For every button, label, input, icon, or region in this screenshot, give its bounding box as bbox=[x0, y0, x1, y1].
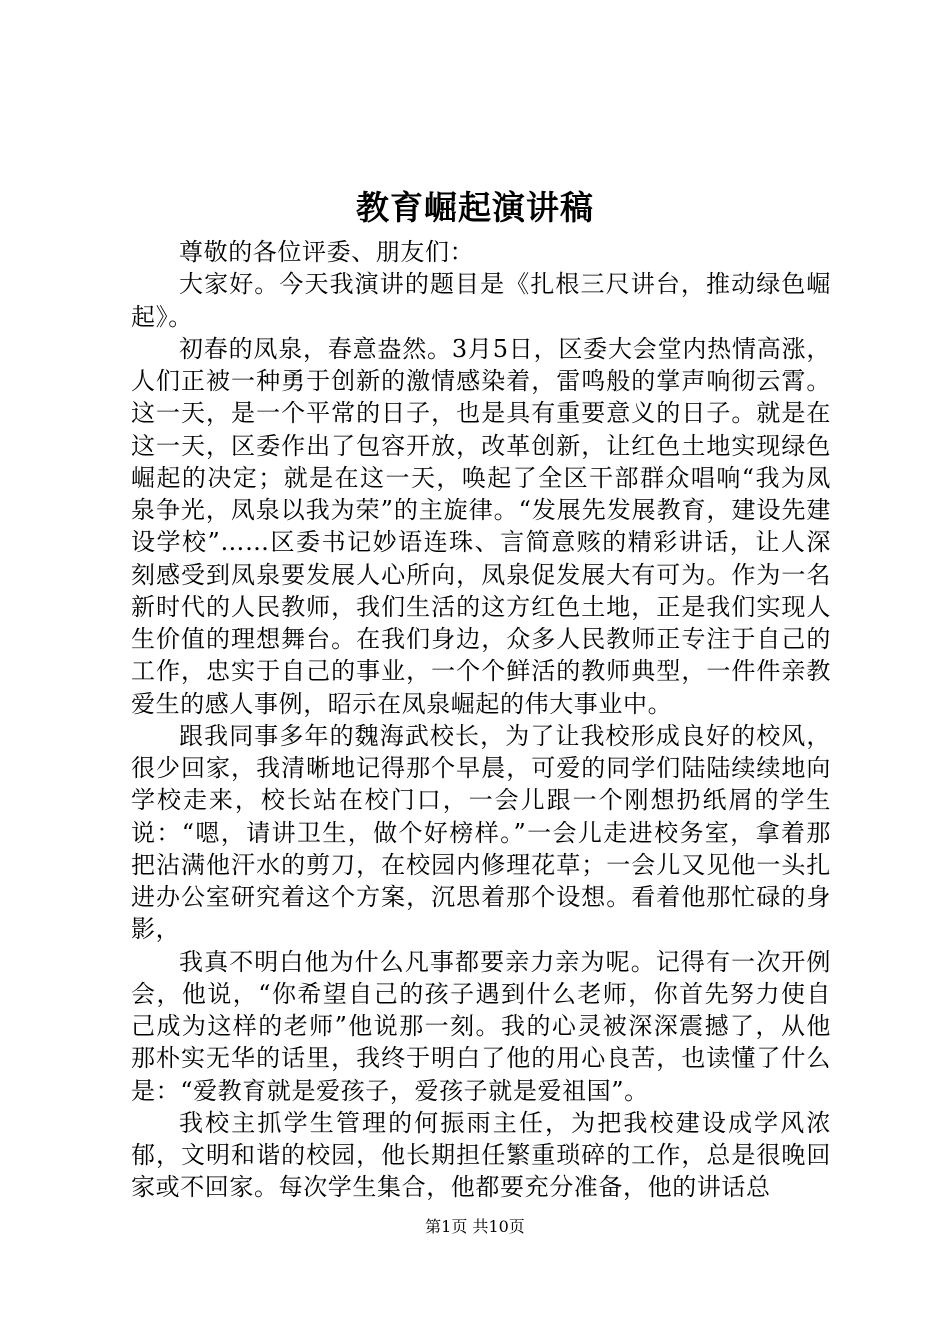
document-body bbox=[131, 236, 831, 1204]
paragraph-salutation: 尊敬的各位评委、朋友们： bbox=[179, 238, 475, 266]
paragraph-principal: 跟我同事多年的魏海武校长，为了让我校形成良好的校风，很少回家，我清晰地记得那个早晨，可爱的同学们陆陆续续地向学校走来，校长站在校门口，一会儿跟一个刚想扔纸屑的学生说：“嗯，请讲卫生，做个好榜样。”一会儿走进校务室，拿着那把沾满他汗水的剪刀，在校园内修理花草；一会儿又见他一头扎进办公室研究着这个方案，沉思着那个设想。看着他那忙碌的身影， bbox=[131, 721, 831, 944]
page-number-footer: 第1页 共10页 bbox=[425, 1217, 525, 1236]
paragraph-greeting: 大家好。今天我演讲的题目是《扎根三尺讲台，推动绿色崛起》。 bbox=[131, 270, 831, 331]
paragraph-spring: 初春的凤泉，春意盎然。3月5日，区委大会堂内热情高涨，人们正被一种勇于创新的激情感染着，雷鸣般的掌声响彻云霄。这一天，是一个平常的日子，也是具有重要意义的日子。就是在这一天，区委作出了包容开放，改革创新，让红色土地实现绿色崛起的决定；就是在这一天，唤起了全区干部群众唱响“我为凤泉争光，凤泉以我为荣”的主旋律。“发展先发展教育，建设先建设学校”……区委书记妙语连珠、言简意赅的精彩讲话，让人深刻感受到凤泉要发展人心所向，凤泉促发展大有可为。作为一名新时代的人民教师，我们生活的这方红色土地，正是我们实现人生价值的理想舞台。在我们身边，众多人民教师正专注于自己的工作，忠实于自己的事业，一个个鲜活的教师典型，一件件亲教爱生的感人事例，昭示在凤泉崛起的伟大事业中。 bbox=[131, 334, 831, 718]
paragraph-meeting: 我真不明白他为什么凡事都要亲力亲为呢。记得有一次开例会，他说，“你希望自己的孩子遇到什么老师，你首先努力使自己成为这样的老师”他说那一刻。我的心灵被深深震撼了，从他那朴实无华的话里，我终于明白了他的用心良苦，也读懂了什么是：“爱教育就是爱孩子，爱孩子就是爱祖国”。 bbox=[131, 947, 831, 1105]
paragraph-director: 我校主抓学生管理的何振雨主任，为把我校建设成学风浓郁，文明和谐的校园，他长期担任繁重琐碎的工作，总是很晚回家或不回家。每次学生集合，他都要充分准备，他的讲话总 bbox=[131, 1108, 831, 1202]
document-title: 教育崛起演讲稿 bbox=[356, 188, 594, 227]
